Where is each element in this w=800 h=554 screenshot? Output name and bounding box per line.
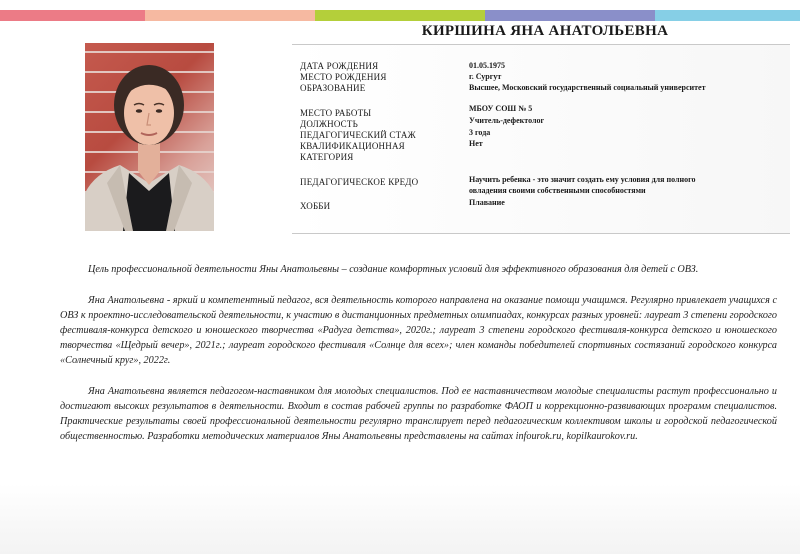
value-hobby: Плавание [469,198,505,207]
label-education: ОБРАЗОВАНИЕ [300,83,366,93]
top-stripe-blue [655,10,800,21]
paragraph-goal-text: Цель профессиональной деятельности Яны Анатольевны – создание комфортных условий для эффективного образования для детей с ОВЗ. [88,264,699,275]
paragraph-mentoring-text: Яна Анатольевна является педагогом-наставником для молодых специалистов. Под ее наставничеством молодые специалисты растут профессионально и достигают высоких результатов в деятельности. Входит в состав рабочей группы по разработке ФАОП и коррекционно-развивающих программ специалистов. Практические результаты своей профессиональной деятельности регулярно транслирует перед педагогическим коллективом школы и городской педагогической общественностью. Разработки методических материалов Яны Анатольевны представлены на сайтах infourok.ru, kopilkaurokov.ru. [60,386,777,442]
portrait-icon [85,43,214,231]
value-birth-date: 01.05.1975 [469,61,505,70]
value-education: Высшее, Московский государственный социальный университет [469,83,706,92]
portrait-photo [85,43,214,231]
page-title: КИРШИНА ЯНА АНАТОЛЬЕВНА [421,23,669,39]
paragraph-goal [60,262,777,277]
value-workplace: МБОУ СОШ № 5 [469,104,533,113]
label-workplace: МЕСТО РАБОТЫ [300,108,372,118]
value-credo-line2: овладения своими собственными способностями [469,186,646,195]
label-experience: ПЕДАГОГИЧЕСКИЙ СТАЖ [300,130,416,140]
label-birth-place: МЕСТО РОЖДЕНИЯ [300,72,387,82]
bottom-gradient [0,484,800,554]
top-stripe-violet [485,10,655,21]
paragraph-achievements-text: Яна Анатольевна - яркий и компетентный педагог, вся деятельность которого направлена на оказание помощи учащимся. Регулярно привлекает учащихся с ОВЗ к проектно-исследовательской деятельности, к участию в дистанционных предметных олимпиадах, конкурсах разных уровней: лауреат 3 степени городского фестиваля-конкурса детского и юношеского творчества «Радуга детства», 2020г.; лауреат 3 степени городского фестиваля-конкурса детского и юношеского творчества «Щедрый вечер», 2021г.; лауреат городского фестиваля «Солнце для всех»; член команды победителей спортивных состязаний городского конкурса «Солнечный круг», 2022г. [60,295,777,366]
value-birth-place: г. Сургут [469,72,502,81]
label-category: КАТЕГОРИЯ [300,152,354,162]
paragraph-achievements [60,293,777,368]
label-qualification: КВАЛИФИКАЦИОННАЯ [300,141,405,151]
top-stripe-pink [0,10,145,21]
label-birth-date: ДАТА РОЖДЕНИЯ [300,61,379,71]
value-credo-line1: Научить ребенка - это значит создать ему условия для полного [469,175,696,184]
value-experience: 3 года [469,128,491,137]
top-stripe-green [315,10,485,21]
label-credo: ПЕДАГОГИЧЕСКОЕ КРЕДО [300,177,419,187]
label-position: ДОЛЖНОСТЬ [300,119,358,129]
value-position: Учитель-дефектолог [469,116,545,125]
top-stripe-peach [145,10,315,21]
value-qualification: Нет [469,139,483,148]
label-hobby: ХОББИ [300,201,331,211]
paragraph-mentoring [60,384,777,444]
